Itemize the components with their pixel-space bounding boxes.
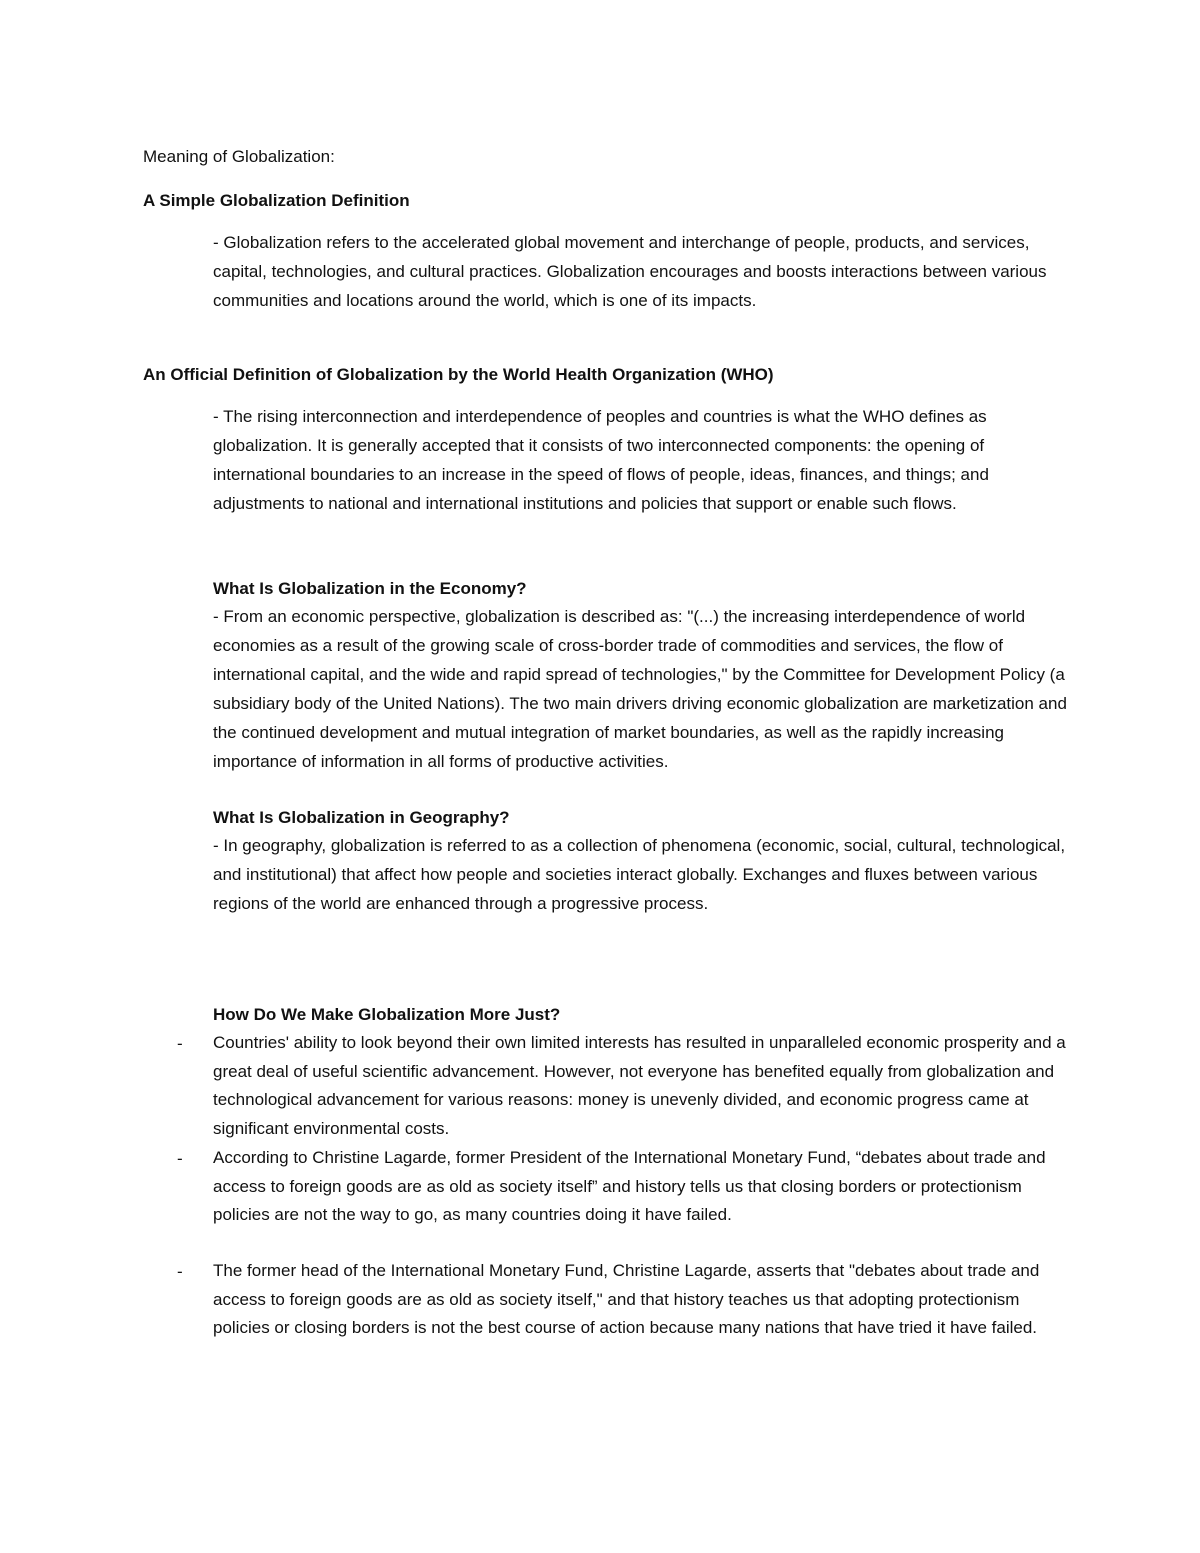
list-bullet-marker: - — [177, 1262, 183, 1281]
list-item: The former head of the International Monetary Fund, Christine Lagarde, asserts that "debates about trade and access to foreign goods are as old as society itself," and that history teaches us that adopting protectionism policies or closing borders is not the best course of action because many nations that have tried it have failed. — [213, 1261, 1040, 1338]
section-paragraph-economy: - From an economic perspective, globalization is described as: "(...) the increasing interdependence of world economies as a result of the growing scale of cross-border trade of commodities and services, the flow of international capital, and the wide and rapid spread of technologies," by the Committee for Development Policy (a subsidiary body of the United Nations). The two main drivers driving economic globalization are marketization and the continued development and mutual integration of market boundaries, as well as the rapidly increasing importance of information in all forms of productive activities. — [213, 607, 1067, 771]
list-bullet-marker: - — [177, 1149, 183, 1168]
section-heading-geography: What Is Globalization in Geography? — [213, 808, 510, 827]
section-paragraph-simple-definition: - Globalization refers to the accelerated global movement and interchange of people, products, and services, capital, technologies, and cultural practices. Globalization encourages and boosts interactions between various communities and locations around the world, which is one of its impacts. — [213, 233, 1047, 310]
section-paragraph-who-definition: - The rising interconnection and interdependence of peoples and countries is what the WHO defines as globalization. It is generally accepted that it consists of two interconnected components: the opening of international boundaries to an increase in the speed of flows of people, ideas, finances, and things; and adjustments to national and international institutions and policies that support or enable such flows. — [213, 407, 989, 513]
section-heading-simple-definition: A Simple Globalization Definition — [143, 191, 410, 210]
section-heading-just-globalization: How Do We Make Globalization More Just? — [213, 1005, 561, 1024]
section-heading-economy: What Is Globalization in the Economy? — [213, 579, 527, 598]
section-heading-who-definition: An Official Definition of Globalization by the World Health Organization (WHO) — [143, 365, 774, 384]
list-item: According to Christine Lagarde, former President of the International Monetary Fund, “debates about trade and access to foreign goods are as old as society itself” and history tells us that closing borders or protectionism policies are not the way to go, as many countries doing it have failed. — [213, 1148, 1046, 1225]
list-item: Countries' ability to look beyond their own limited interests has resulted in unparalleled economic prosperity and a great deal of useful scientific advancement. However, not everyone has benefited equally from globalization and technological advancement for various reasons: money is unevenly divided, and economic progress came at significant environmental costs. — [213, 1033, 1066, 1138]
section-paragraph-geography: - In geography, globalization is referred to as a collection of phenomena (economic, social, cultural, technological, and institutional) that affect how people and societies interact globally. Exchanges and fluxes between various regions of the world are enhanced through a progressive process. — [213, 836, 1066, 913]
list-bullet-marker: - — [177, 1034, 183, 1053]
document-title: Meaning of Globalization: — [143, 147, 335, 166]
